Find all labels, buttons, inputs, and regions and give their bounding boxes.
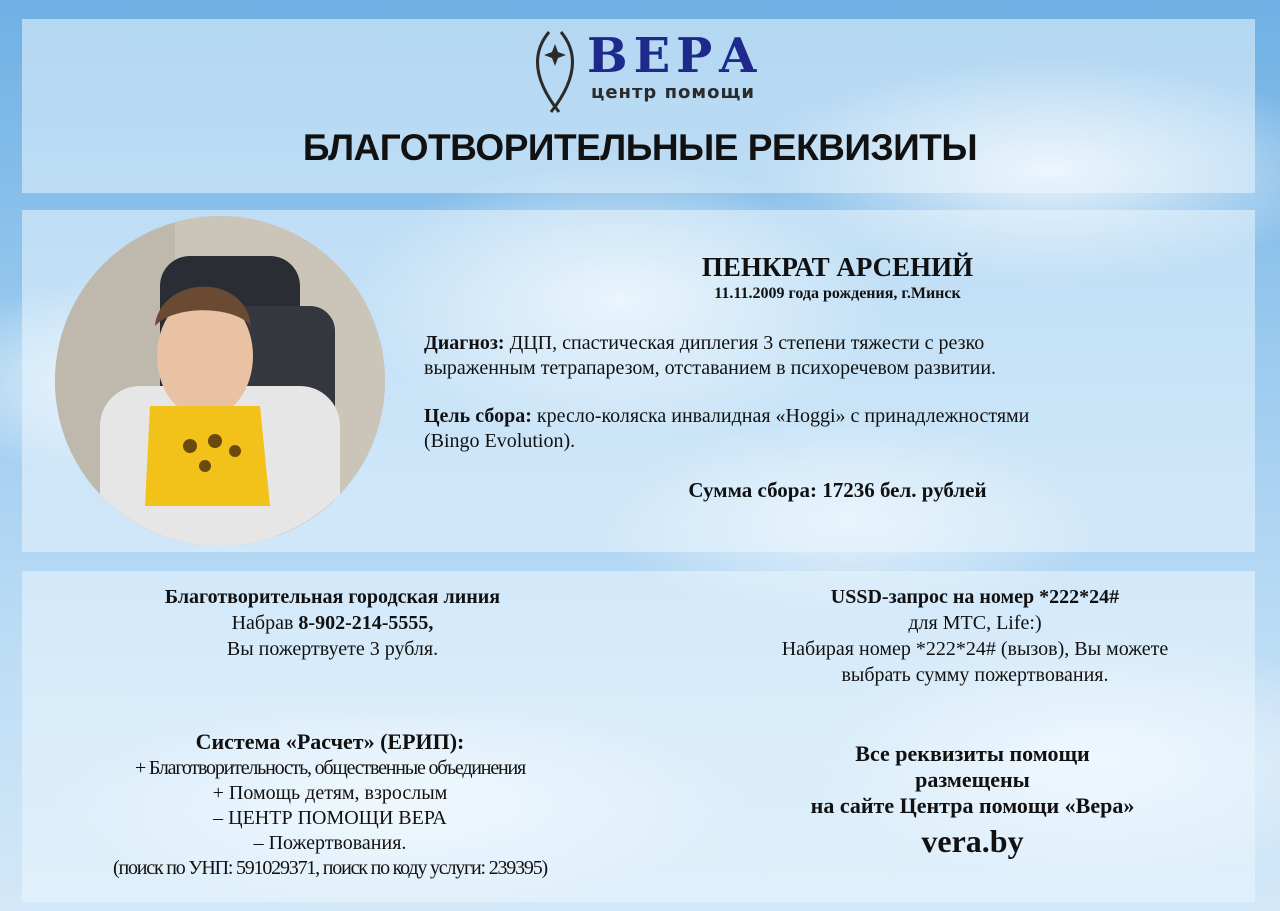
city-line-block (50, 584, 615, 662)
city-line-dial (50, 610, 615, 636)
fundraising-sum: Сумма сбора: 17236 бел. рублей (688, 478, 987, 502)
ussd-title: USSD-запрос на номер *222*24# (830, 586, 1120, 608)
city-line-note: Вы пожертвуете 3 рубля. (226, 638, 439, 660)
page-title: БЛАГОТВОРИТЕЛЬНЫЕ РЕКВИЗИТЫ (302, 127, 978, 168)
site-link[interactable]: vera.by (921, 823, 1024, 859)
vera-logo (535, 30, 775, 114)
goal-label: Цель сбора: (424, 405, 532, 427)
child-photo (55, 216, 385, 546)
ussd-operators: для МТС, Life:) (908, 612, 1042, 634)
ussd-line1: Набирая номер *222*24# (вызов), Вы можете (781, 638, 1169, 660)
goal-line2: (Bingo Evolution). (424, 430, 576, 452)
child-name: ПЕНКРАТ АРСЕНИЙ (701, 252, 974, 282)
logo-emblem-icon (535, 30, 575, 114)
diagnosis (424, 331, 1224, 381)
goal-line1: кресло-коляска инвалидная «Hoggi» с принадлежностями (531, 405, 1030, 427)
all-requisites-line3: на сайте Центра помощи «Вера» (810, 793, 1135, 818)
child-photo-image (55, 216, 385, 546)
fundraising-goal (424, 404, 1224, 454)
diagnosis-line1: ДЦП, спастическая диплегия 3 степени тяжести с резко (504, 332, 985, 354)
erip-line4: – Пожертвования. (253, 832, 407, 854)
dial-prefix: Набрав (231, 612, 299, 634)
city-line-title: Благотворительная городская линия (164, 586, 501, 608)
erip-line3: – ЦЕНТР ПОМОЩИ ВЕРА (213, 807, 447, 829)
erip-block (40, 728, 620, 881)
diagnosis-label: Диагноз: (424, 332, 505, 354)
phone-number: 8-902-214-5555, (298, 612, 434, 634)
diagnosis-line2: выраженным тетрапарезом, отставанием в психоречевом развитии. (424, 357, 997, 379)
erip-line5: (поиск по УНП: 591029371, поиск по коду услуги: 239395) (113, 857, 547, 879)
ussd-line2: выбрать сумму пожертвования. (841, 664, 1109, 686)
logo-name: ВЕРА (587, 28, 764, 84)
all-requisites-line2: размещены (915, 767, 1030, 792)
ussd-block (690, 584, 1260, 688)
all-requisites-line1: Все реквизиты помощи (855, 741, 1090, 766)
birth-info: 11.11.2009 года рождения, г.Минск (714, 285, 961, 302)
erip-line1: + Благотворительность, общественные объединения (135, 757, 525, 779)
erip-title: Система «Расчет» (ЕРИП): (195, 729, 465, 754)
erip-line2: + Помощь детям, взрослым (212, 782, 448, 804)
logo-subtitle: центр помощи (591, 82, 755, 103)
all-requisites-block (690, 741, 1255, 863)
